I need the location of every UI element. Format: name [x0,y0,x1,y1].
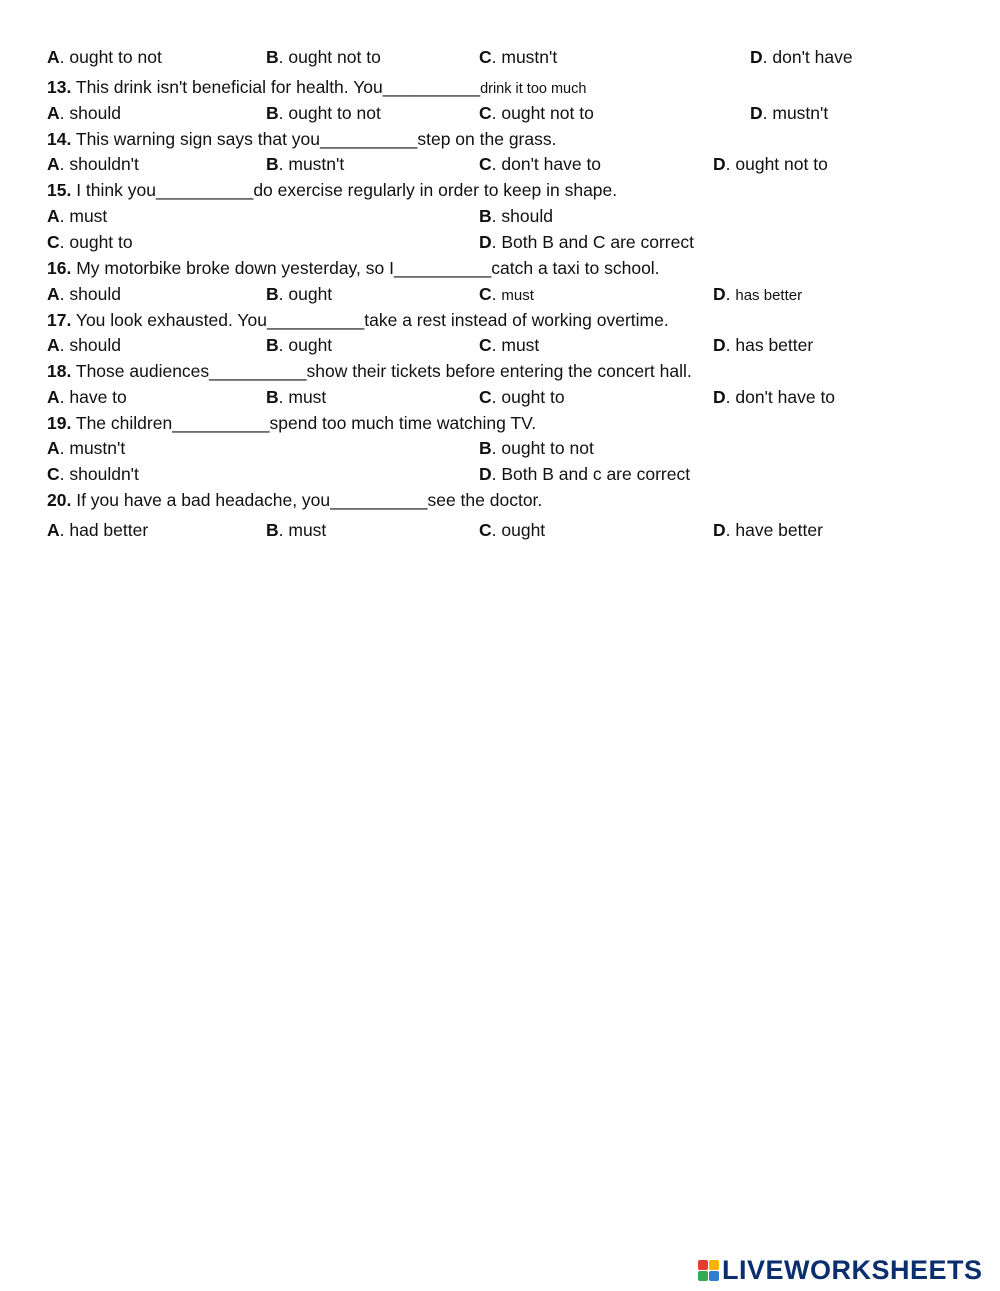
option-b[interactable]: B. ought to not [479,438,594,458]
option-a[interactable]: A. should [47,335,121,355]
answer-blank[interactable]: __________ [382,77,481,97]
option-b[interactable]: B. must [266,520,327,540]
option-d[interactable]: D. ought not to [713,154,828,174]
option-a[interactable]: A. shouldn't [47,154,139,174]
option-b[interactable]: B. ought [266,335,333,355]
logo-block [698,1260,708,1270]
question-15: 15. I think you__________do exercise regularly in order to keep in shape. [47,180,618,200]
logo-blocks-icon [698,1260,719,1281]
option-c[interactable]: C. ought to [479,387,565,407]
option-c[interactable]: C. must [479,335,540,355]
options-row [0,436,1000,460]
options-row [0,152,1000,176]
question-number: 18. [47,361,72,381]
option-b[interactable]: B. ought to not [266,103,381,123]
options-row [0,204,1000,228]
option-d[interactable]: D. Both B and c are correct [479,464,691,484]
question-19: 19. The children__________spend too much time watching TV. [47,413,537,433]
option-c[interactable]: C. mustn't [479,47,558,67]
answer-blank[interactable]: __________ [155,180,254,200]
option-d[interactable]: D. don't have [750,47,853,67]
logo-block [709,1260,719,1270]
options-row [0,518,1000,542]
options-row [0,333,1000,357]
option-a[interactable]: A. ought to not [47,47,162,67]
question-14: 14. This warning sign says that you__________step on the grass. [47,129,557,149]
question-13: 13. This drink isn't beneficial for health. You__________drink it too much [47,77,587,97]
option-a[interactable]: A. should [47,103,121,123]
question-number: 20. [47,490,72,510]
question-number: 16. [47,258,72,278]
option-d[interactable]: D. don't have to [713,387,836,407]
options-row [0,282,1000,306]
question-number: 17. [47,310,72,330]
option-b[interactable]: B. ought not to [266,47,381,67]
option-c[interactable]: C. must [479,284,534,304]
option-c[interactable]: C. ought to [47,232,133,252]
logo-block [709,1271,719,1281]
question-16: 16. My motorbike broke down yesterday, so I__________catch a taxi to school. [47,258,660,278]
option-b[interactable]: B. ought [266,284,333,304]
option-a[interactable]: A. should [47,284,121,304]
option-d[interactable]: D. have better [713,520,823,540]
options-row [0,230,1000,254]
question-18: 18. Those audiences__________show their tickets before entering the concert hall. [47,361,692,381]
option-b[interactable]: B. must [266,387,327,407]
logo-block [698,1271,708,1281]
answer-blank[interactable]: __________ [266,310,365,330]
options-row [0,385,1000,409]
option-c[interactable]: C. ought not to [479,103,594,123]
option-a[interactable]: A. must [47,206,108,226]
option-a[interactable]: A. have to [47,387,127,407]
answer-blank[interactable]: __________ [330,490,428,510]
question-number: 13. [47,77,72,97]
option-d[interactable]: D. has better [713,335,814,355]
option-c[interactable]: C. ought [479,520,546,540]
answer-blank[interactable]: __________ [320,129,418,149]
question-number: 19. [47,413,72,433]
question-number: 14. [47,129,72,149]
answer-blank[interactable]: __________ [209,361,307,381]
answer-blank[interactable]: __________ [393,258,492,278]
option-c[interactable]: C. shouldn't [47,464,139,484]
answer-blank[interactable]: __________ [172,413,270,433]
question-17: 17. You look exhausted. You__________take a rest instead of working overtime. [47,310,669,330]
options-row [0,101,1000,125]
option-a[interactable]: A. had better [47,520,149,540]
question-number: 15. [47,180,72,200]
question-20: 20. If you have a bad headache, you__________see the doctor. [47,490,543,510]
options-row [0,45,1000,69]
option-b[interactable]: B. should [479,206,553,226]
option-d[interactable]: D. Both B and C are correct [479,232,694,252]
liveworksheets-logo[interactable] [698,1255,983,1285]
option-a[interactable]: A. mustn't [47,438,126,458]
option-d[interactable]: D. mustn't [750,103,829,123]
brand-name: LIVEWORKSHEETS [722,1254,983,1285]
option-b[interactable]: B. mustn't [266,154,345,174]
option-d[interactable]: D. has better [713,284,803,304]
option-c[interactable]: C. don't have to [479,154,602,174]
options-row [0,462,1000,486]
